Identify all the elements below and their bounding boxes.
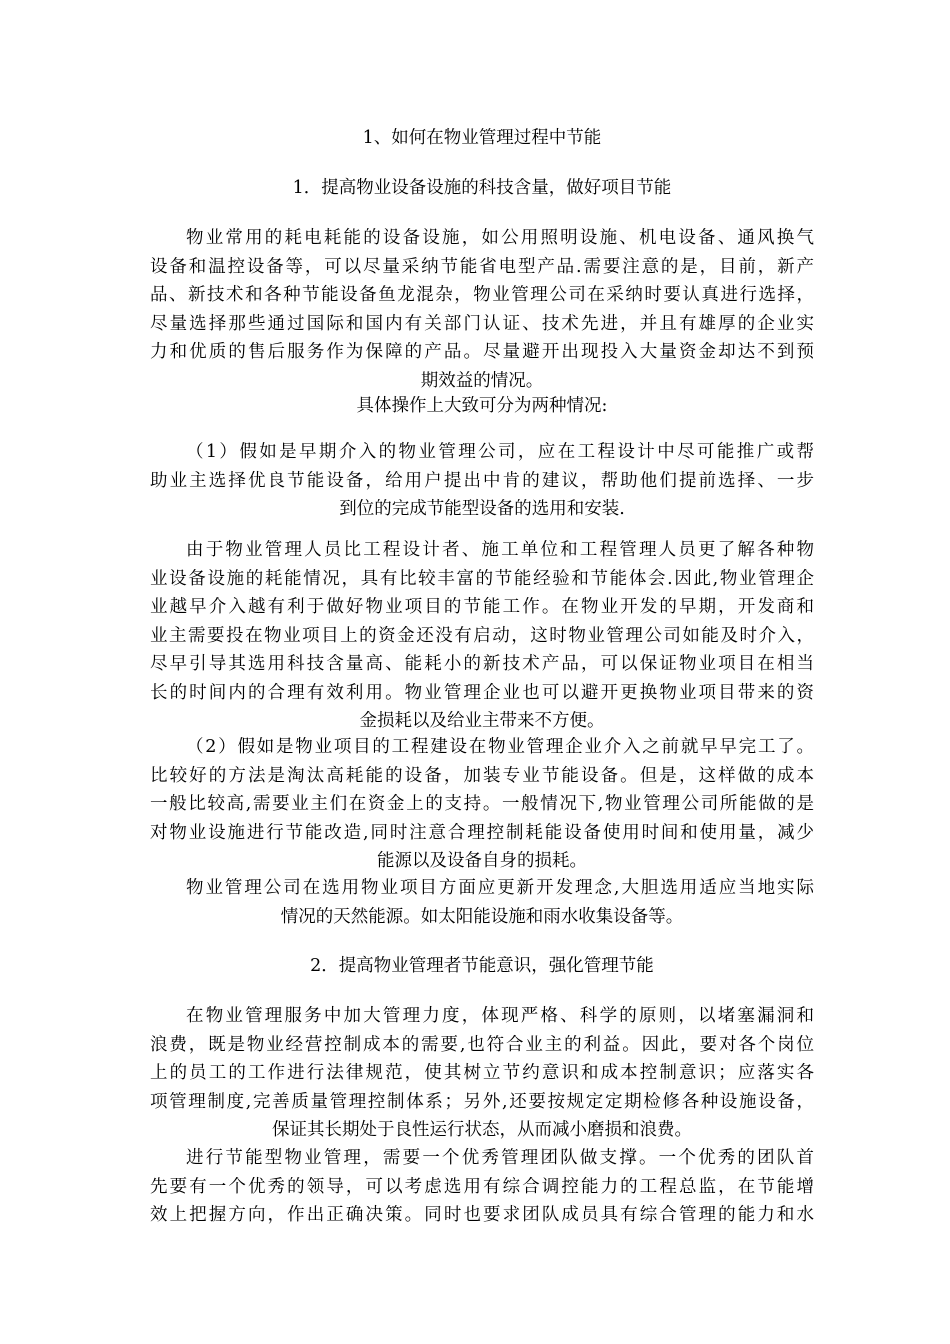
paragraph-8 bbox=[150, 1144, 814, 1230]
paragraph-line: （1）假如是早期介入的物业管理公司，应在工程设计中尽可能推广或帮 bbox=[186, 442, 814, 462]
document-heading: 1、如何在物业管理过程中节能 bbox=[362, 128, 602, 148]
paragraph-line: 力和优质的售后服务作为保障的产品。尽量避开出现投入大量资金却达不到预 bbox=[150, 342, 814, 362]
paragraph-4 bbox=[150, 536, 814, 736]
paragraph-line: 长的时间内的合理有效利用。物业管理企业也可以避开更换物业项目带来的资 bbox=[150, 682, 814, 703]
paragraph-3 bbox=[150, 438, 814, 524]
paragraph-7 bbox=[150, 1002, 814, 1145]
section-1-title: 1．提高物业设备设施的科技含量，做好项目节能 bbox=[292, 178, 672, 198]
paragraph-line: 业设备设施的耗能情况，具有比较丰富的节能经验和节能体会.因此,物业管理企 bbox=[150, 568, 814, 589]
paragraph-line: 效上把握方向，作出正确决策。同时也要求团队成员具有综合管理的能力和水 bbox=[150, 1205, 814, 1225]
paragraph-line: 具体操作上大致可分为两种情况: bbox=[356, 396, 608, 416]
paragraph-5 bbox=[150, 733, 814, 876]
paragraph-line: 尽早引导其选用科技含量高、能耗小的新技术产品，可以保证物业项目在相当 bbox=[150, 654, 814, 674]
paragraph-line: 业越早介入越有利于做好物业项目的节能工作。在物业开发的早期，开发商和 bbox=[150, 597, 814, 617]
paragraph-line: 对物业设施进行节能改造,同时注意合理控制耗能设备使用时间和使用量，减少 bbox=[150, 822, 814, 843]
paragraph-line: 先要有一个优秀的领导，可以考虑选用有综合调控能力的工程总监，在节能增 bbox=[150, 1176, 814, 1197]
paragraph-line: 物业管理公司在选用物业项目方面应更新开发理念,大胆选用适应当地实际 bbox=[186, 878, 814, 898]
paragraph-line: 业主需要投在物业项目上的资金还没有启动，这时物业管理公司如能及时介入， bbox=[150, 625, 814, 646]
paragraph-line: 情况的天然能源。如太阳能设施和雨水收集设备等。 bbox=[280, 906, 684, 927]
paragraph-line: 保证其长期处于良性运行状态，从而减小磨损和浪费。 bbox=[272, 1120, 692, 1140]
paragraph-line: 期效益的情况。 bbox=[420, 370, 544, 391]
paragraph-line: 进行节能型物业管理，需要一个优秀管理团队做支撑。一个优秀的团队首 bbox=[186, 1148, 814, 1168]
section-2-title: 2．提高物业管理者节能意识，强化管理节能 bbox=[310, 956, 654, 976]
paragraph-line: 比较好的方法是淘汰高耗能的设备，加装专业节能设备。但是，这样做的成本 bbox=[150, 765, 814, 786]
paragraph-1 bbox=[150, 224, 814, 395]
paragraph-line: 在物业管理服务中加大管理力度，体现严格、科学的原则，以堵塞漏洞和 bbox=[186, 1006, 814, 1026]
paragraph-line: 到位的完成节能型设备的选用和安装. bbox=[339, 499, 625, 519]
paragraph-line: 尽量选择那些通过国际和国内有关部门认证、技术先进，并且有雄厚的企业实 bbox=[150, 313, 814, 334]
paragraph-line: 浪费，既是物业经营控制成本的需要,也符合业主的利益。因此，要对各个岗位 bbox=[150, 1034, 814, 1055]
paragraph-line: 品、新技术和各种节能设备鱼龙混杂，物业管理公司在采纳时要认真进行选择， bbox=[150, 285, 814, 305]
paragraph-6 bbox=[150, 874, 814, 931]
paragraph-line: 上的员工的工作进行法律规范，使其树立节约意识和成本控制意识；应落实各 bbox=[150, 1063, 814, 1083]
paragraph-line: 能源以及设备自身的损耗。 bbox=[377, 851, 587, 871]
paragraph-line: 助业主选择优良节能设备，给用户提出中肯的建议，帮助他们提前选择、一步 bbox=[150, 470, 814, 491]
paragraph-line: 一般比较高,需要业主们在资金上的支持。一般情况下,物业管理公司所能做的是 bbox=[150, 794, 814, 814]
paragraph-line: 金损耗以及给业主带来不方便。 bbox=[359, 711, 605, 731]
paragraph-line: 项管理制度,完善质量管理控制体系；另外,还要按规定定期检修各种设施设备， bbox=[150, 1091, 814, 1112]
paragraph-2 bbox=[150, 392, 814, 421]
paragraph-line: （2）假如是物业项目的工程建设在物业管理企业介入之前就早早完工了。 bbox=[186, 737, 814, 757]
paragraph-line: 设备和温控设备等，可以尽量采纳节能省电型产品.需要注意的是，目前，新产 bbox=[150, 256, 814, 277]
paragraph-line: 由于物业管理人员比工程设计者、施工单位和工程管理人员更了解各种物 bbox=[186, 540, 814, 560]
paragraph-line: 物业常用的耗电耗能的设备设施，如公用照明设施、机电设备、通风换气 bbox=[186, 228, 814, 248]
